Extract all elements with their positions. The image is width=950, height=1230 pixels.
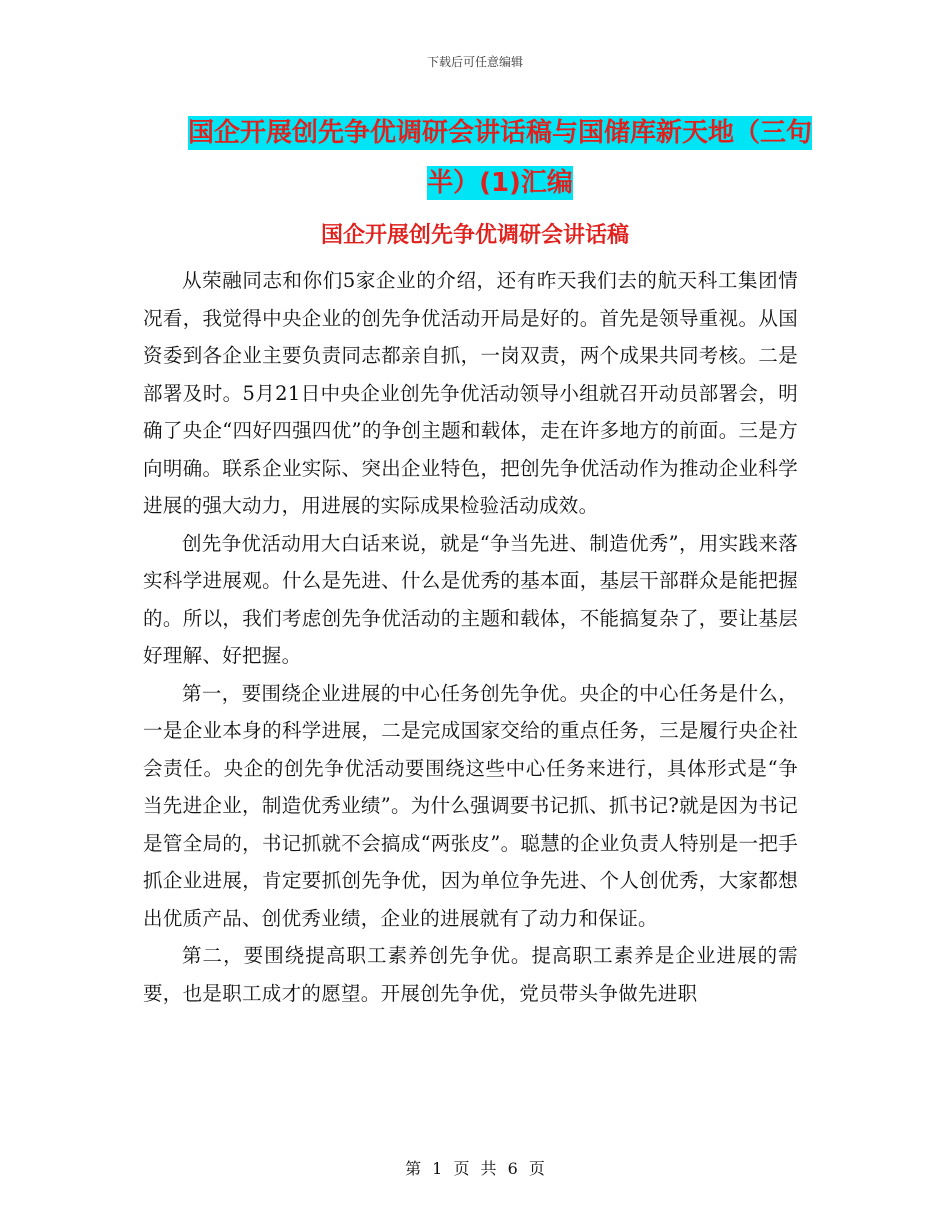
body-paragraph: 创先争优活动用大白话来说，就是“争当先进、制造优秀”，用实践来落实科学进展观。什么是先进、什么是优秀的基本面，基层干部群众是能把握的。所以，我们考虑创先争优活动的主题和载体，不能搞复杂了，要让基层好理解、好把握。: [143, 531, 798, 667]
page-header-note: 下载后可任意编辑: [426, 55, 523, 69]
body-paragraph: 从荣融同志和你们5家企业的介绍，还有昨天我们去的航天科工集团情况看，我觉得中央企业的创先争优活动开局是好的。首先是领导重视。从国资委到各企业主要负责同志都亲自抓，一岗双责，两个成果共同考核。二是部署及时。5月21日中央企业创先争优活动领导小组就召开动员部署会，明确了央企“四好四强四优”的争创主题和载体，走在许多地方的前面。三是方向明确。联系企业实际、突出企业特色，把创先争优活动作为推动企业科学进展的强大动力，用进展的实际成果检验活动成效。: [143, 269, 798, 517]
document-body: [143, 262, 798, 1012]
page-footer: 第 1 页 共 6 页: [405, 1159, 545, 1178]
body-paragraph: 第一，要围绕企业进展的中心任务创先争优。央企的中心任务是什么，一是企业本身的科学进展，二是完成国家交给的重点任务，三是履行央企社会责任。央企的创先争优活动要围绕这些中心任务来进行，具体形式是“争当先进企业，制造优秀业绩”。为什么强调要书记抓、抓书记?就是因为书记是管全局的，书记抓就不会搞成“两张皮”。聪慧的企业负责人特别是一把手抓企业进展，肯定要抓创先争优，因为单位争先进、个人创优秀，大家都想出优质产品、创优秀业绩，企业的进展就有了动力和保证。: [143, 681, 798, 930]
document-title-text: 国企开展创先争优调研会讲话稿与国储库新天地（三句半）(1)汇编: [187, 118, 812, 198]
section-title: 国企开展创先争优调研会讲话稿: [320, 223, 629, 248]
document-title: [180, 108, 820, 208]
body-paragraph: 第二，要围绕提高职工素养创先争优。提高职工素养是企业进展的需要，也是职工成才的愿望。开展创先争优，党员带头争做先进职: [143, 944, 798, 1005]
